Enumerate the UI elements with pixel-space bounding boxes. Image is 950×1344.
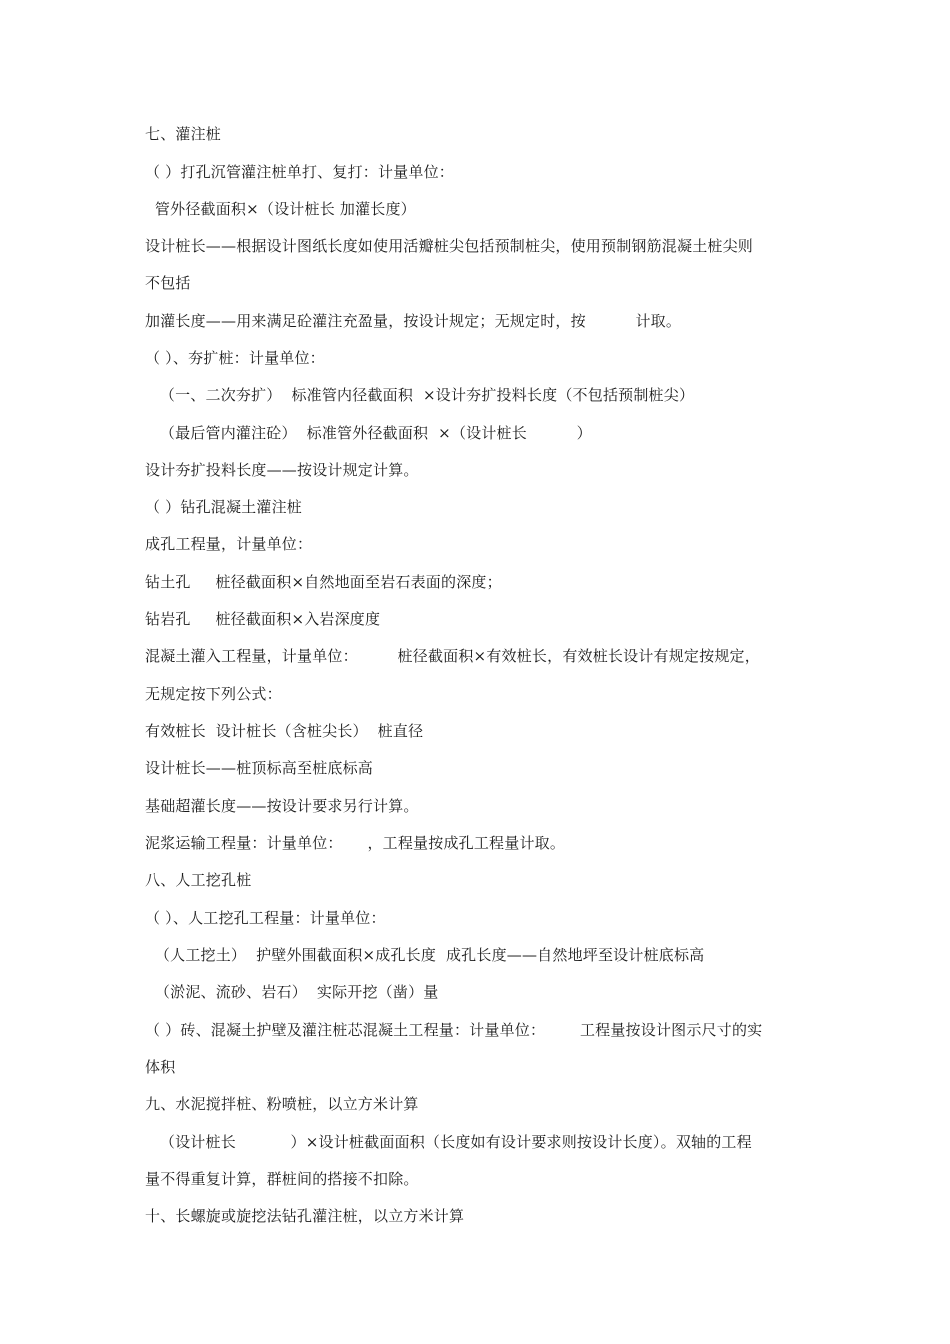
paragraph-line: 设计夯扩投料长度——按设计规定计算。 [145, 461, 419, 479]
formula-line: （人工挖土） 护壁外围截面积×成孔长度 成孔长度——自然地坪至设计桩底标高 [145, 946, 705, 964]
paragraph-line: （ ）砖、混凝土护壁及灌注桩芯混凝土工程量：计量单位： 工程量按设计图示尺寸的实 [145, 1021, 763, 1039]
section-heading-cast-in-place-pile: 七、灌注桩 [145, 125, 222, 143]
paragraph-line: 无规定按下列公式： [145, 685, 282, 703]
paragraph-line: （ ）钻孔混凝土灌注桩 [145, 498, 302, 516]
paragraph-line: 不包括 [145, 274, 191, 292]
paragraph-line: （ ）、人工挖孔工程量：计量单位： [145, 909, 386, 927]
formula-line: （设计桩长 ）×设计桩截面面积（长度如有设计要求则按设计长度）。双轴的工程 [145, 1133, 752, 1151]
paragraph-line: 混凝土灌入工程量，计量单位： 桩径截面积×有效桩长，有效桩长设计有规定按规定， [145, 647, 760, 665]
formula-line: 有效桩长 设计桩长（含桩尖长） 桩直径 [145, 722, 424, 740]
paragraph-line: 钻土孔 桩径截面积×自然地面至岩石表面的深度； [145, 573, 502, 591]
paragraph-line: 加灌长度——用来满足砼灌注充盈量，按设计规定；无规定时，按 计取。 [145, 312, 682, 330]
section-heading-cement-mixing-pile: 九、水泥搅拌桩、粉喷桩，以立方米计算 [145, 1095, 419, 1113]
paragraph-line: 成孔工程量，计量单位： [145, 535, 313, 553]
section-heading-manual-dug-pile: 八、人工挖孔桩 [145, 871, 252, 889]
paragraph-line: 体积 [145, 1058, 176, 1076]
formula-line: 管外径截面积×（设计桩长 加灌长度） [145, 200, 416, 218]
paragraph-line: （ ）打孔沉管灌注桩单打、复打：计量单位： [145, 163, 454, 181]
paragraph-line: 设计桩长——根据设计图纸长度如使用活瓣桩尖包括预制桩尖，使用预制钢筋混凝土桩尖则 [145, 237, 754, 255]
paragraph-line: 钻岩孔 桩径截面积×入岩深度度 [145, 610, 381, 628]
paragraph-line: （ ）、夯扩桩：计量单位： [145, 349, 325, 367]
paragraph-line: 量不得重复计算，群桩间的搭接不扣除。 [145, 1170, 419, 1188]
paragraph-line: 基础超灌长度——按设计要求另行计算。 [145, 797, 419, 815]
formula-line: （淤泥、流砂、岩石） 实际开挖（凿）量 [145, 983, 439, 1001]
formula-line: （一、二次夯扩） 标准管内径截面积 ×设计夯扩投料长度（不包括预制桩尖） [145, 386, 695, 404]
paragraph-line: 设计桩长——桩顶标高至桩底标高 [145, 759, 374, 777]
paragraph-line: 泥浆运输工程量：计量单位： ，工程量按成孔工程量计取。 [145, 834, 566, 852]
section-heading-long-spiral-pile: 十、长螺旋或旋挖法钻孔灌注桩，以立方米计算 [145, 1207, 465, 1225]
formula-line: （最后管内灌注砼） 标准管外径截面积 ×（设计桩长 ） [145, 424, 592, 442]
